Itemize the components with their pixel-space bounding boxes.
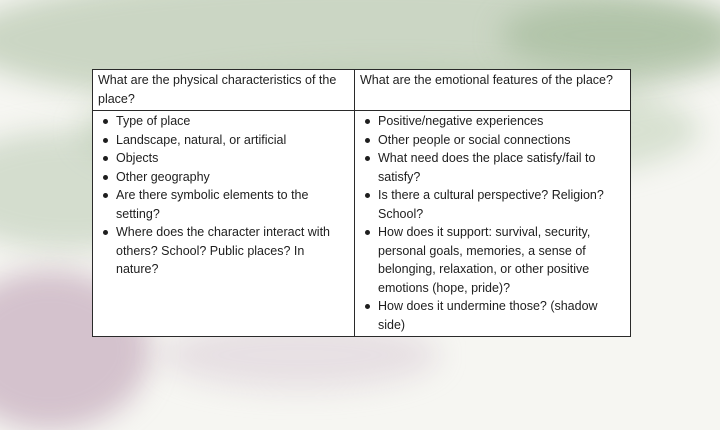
list-item: Type of place	[116, 112, 350, 131]
emotional-cell	[355, 111, 631, 337]
list-item: Is there a cultural perspective? Religion? School?	[378, 186, 626, 223]
list-item: How does it support: survival, security, personal goals, memories, a sense of belonging, relaxation, or other positive emotions (hope, pride)?	[378, 223, 626, 297]
list-item: Other people or social connections	[378, 131, 626, 150]
list-item: What need does the place satisfy/fail to satisfy?	[378, 149, 626, 186]
list-item: Where does the character interact with others? School? Public places? In nature?	[116, 223, 350, 279]
physical-cell	[93, 111, 355, 337]
list-item: Landscape, natural, or artificial	[116, 131, 350, 150]
list-item: Positive/negative experiences	[378, 112, 626, 131]
table-body-row	[93, 111, 631, 337]
list-item: How does it undermine those? (shadow side)	[378, 297, 626, 334]
physical-list	[98, 112, 350, 279]
setting-characteristics-table	[92, 69, 631, 337]
table-header-row	[93, 70, 631, 111]
emotional-list	[360, 112, 626, 334]
list-item: Are there symbolic elements to the setting?	[116, 186, 350, 223]
emotional-header: What are the emotional features of the place?	[355, 70, 631, 111]
watercolor-wash-green-right	[500, 0, 720, 70]
list-item: Objects	[116, 149, 350, 168]
physical-header: What are the physical characteristics of the place?	[93, 70, 355, 111]
list-item: Other geography	[116, 168, 350, 187]
